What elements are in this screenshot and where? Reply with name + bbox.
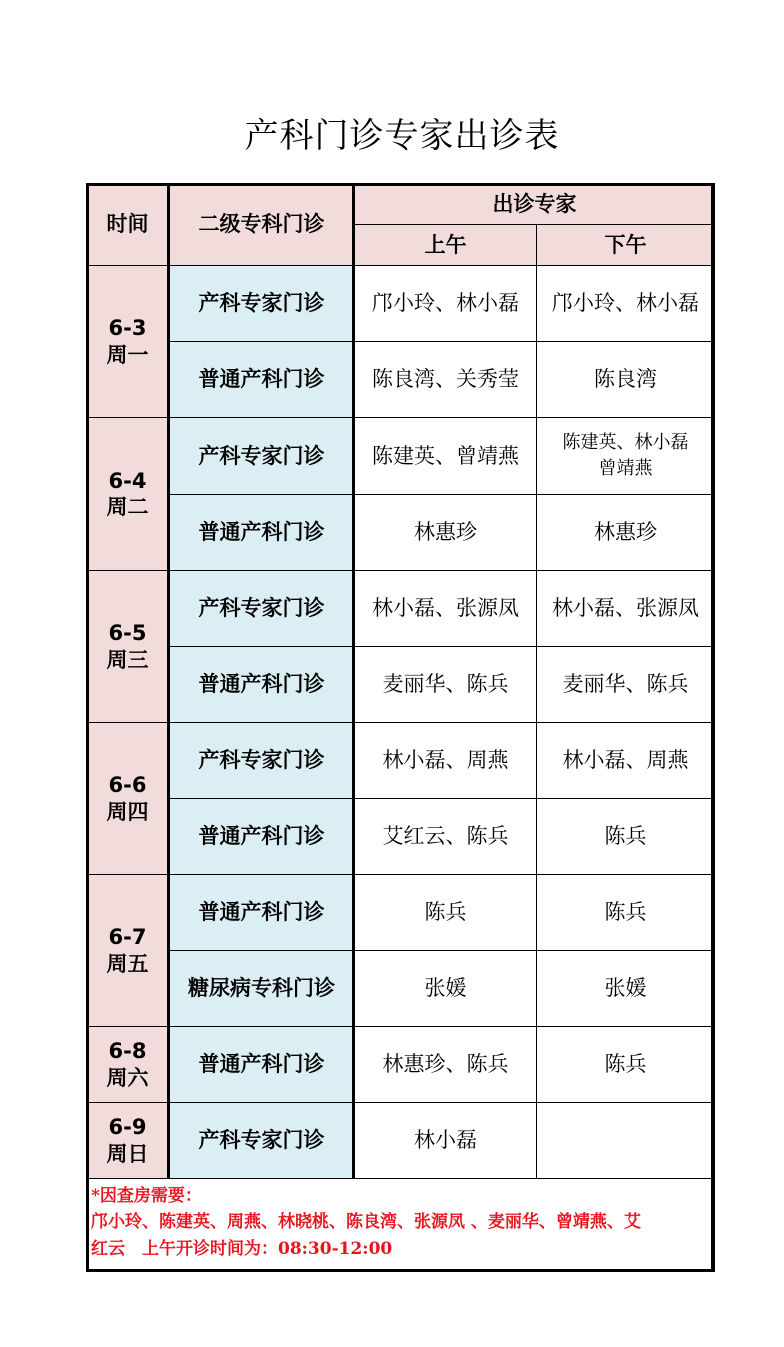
am-doctors: 林小磊、张源凤	[355, 571, 537, 647]
am-doctors: 陈良湾、关秀莹	[355, 342, 537, 418]
pm-doctors	[537, 418, 715, 495]
table-row	[87, 799, 715, 875]
header-pm: 下午	[537, 225, 715, 266]
pm-doctors: 陈良湾	[537, 342, 715, 418]
header-am: 上午	[355, 225, 537, 266]
pm-doctors: 林小磊、张源凤	[537, 571, 715, 647]
table-row	[87, 875, 715, 951]
dept-cell: 普通产科门诊	[169, 647, 355, 723]
table-row	[87, 495, 715, 571]
weekday-label: 周三	[106, 647, 149, 672]
date-cell	[87, 266, 169, 418]
dept-cell: 普通产科门诊	[169, 1027, 355, 1103]
date-label: 6-9	[108, 1115, 147, 1140]
pm-doctors: 陈兵	[537, 799, 715, 875]
table-row	[87, 647, 715, 723]
weekday-label: 周六	[106, 1065, 149, 1090]
date-cell	[87, 1027, 169, 1103]
date-cell	[87, 418, 169, 571]
dept-cell: 普通产科门诊	[169, 342, 355, 418]
dept-cell: 糖尿病专科门诊	[169, 951, 355, 1027]
date-cell	[87, 571, 169, 723]
pm-doctors-line: 陈建英、林小磊	[562, 431, 689, 453]
weekday-label: 周五	[106, 951, 149, 976]
am-doctors: 林惠珍	[355, 495, 537, 571]
date-label: 6-8	[108, 1039, 147, 1064]
am-doctors: 麦丽华、陈兵	[355, 647, 537, 723]
am-doctors: 陈建英、曾靖燕	[355, 418, 537, 495]
am-doctors: 林小磊	[355, 1103, 537, 1179]
pm-doctors	[537, 1103, 715, 1179]
note-line: *因查房需要：	[91, 1186, 202, 1206]
dept-cell: 普通产科门诊	[169, 799, 355, 875]
pm-doctors: 林小磊、周燕	[537, 723, 715, 799]
header-dept: 二级专科门诊	[169, 184, 355, 266]
date-label: 6-3	[108, 316, 147, 341]
date-label: 6-5	[108, 621, 147, 646]
table-row	[87, 571, 715, 647]
header-time: 时间	[87, 184, 169, 266]
note-line: 红云 上午开诊时间为：08:30-12:00	[91, 1238, 393, 1259]
table-row	[87, 266, 715, 342]
dept-cell: 产科专家门诊	[169, 418, 355, 495]
rounds-note	[87, 1179, 715, 1272]
am-doctors: 艾红云、陈兵	[355, 799, 537, 875]
pm-doctors-line: 曾靖燕	[598, 458, 653, 479]
dept-cell: 产科专家门诊	[169, 571, 355, 647]
date-cell	[87, 1103, 169, 1179]
table-row	[87, 951, 715, 1027]
pm-doctors: 陈兵	[537, 875, 715, 951]
dept-cell: 产科专家门诊	[169, 266, 355, 342]
date-label: 6-4	[108, 468, 147, 493]
am-doctors: 林小磊、周燕	[355, 723, 537, 799]
table-row	[87, 1027, 715, 1103]
am-doctors: 张媛	[355, 951, 537, 1027]
weekday-label: 周一	[106, 342, 149, 367]
dept-cell: 产科专家门诊	[169, 723, 355, 799]
am-doctors: 林惠珍、陈兵	[355, 1027, 537, 1103]
table-row	[87, 1103, 715, 1179]
table-row	[87, 342, 715, 418]
dept-cell: 普通产科门诊	[169, 875, 355, 951]
note-row	[87, 1179, 715, 1272]
schedule-table	[86, 183, 715, 1272]
table-row	[87, 418, 715, 495]
header-experts: 出诊专家	[355, 184, 715, 225]
pm-doctors: 张媛	[537, 951, 715, 1027]
pm-doctors: 麦丽华、陈兵	[537, 647, 715, 723]
weekday-label: 周日	[106, 1141, 149, 1166]
note-line: 邝小玲、陈建英、周燕、林晓桃、陈良湾、张源凤 、麦丽华、曾靖燕、艾	[91, 1212, 641, 1233]
dept-cell: 普通产科门诊	[169, 495, 355, 571]
date-cell	[87, 875, 169, 1027]
date-label: 6-7	[108, 925, 147, 950]
am-doctors: 陈兵	[355, 875, 537, 951]
pm-doctors: 邝小玲、林小磊	[537, 266, 715, 342]
weekday-label: 周二	[106, 495, 149, 519]
dept-cell: 产科专家门诊	[169, 1103, 355, 1179]
date-cell	[87, 723, 169, 875]
page-title: 产科门诊专家出诊表	[244, 116, 560, 156]
pm-doctors: 陈兵	[537, 1027, 715, 1103]
pm-doctors: 林惠珍	[537, 495, 715, 571]
table-row	[87, 723, 715, 799]
date-label: 6-6	[108, 773, 147, 798]
weekday-label: 周四	[106, 799, 149, 824]
am-doctors: 邝小玲、林小磊	[355, 266, 537, 342]
